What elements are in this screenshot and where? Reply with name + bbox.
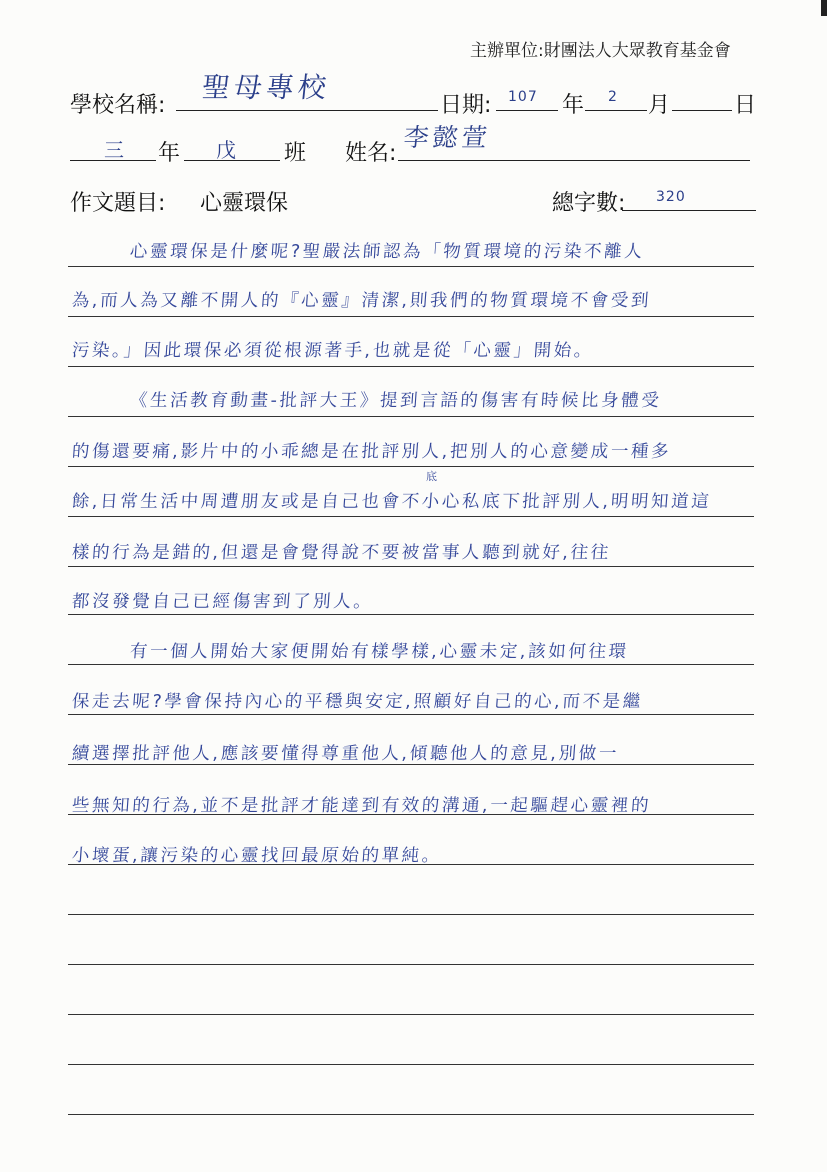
ruled-line	[68, 416, 754, 417]
month-label: 月	[648, 93, 671, 118]
day-label: 日	[734, 93, 757, 118]
essay-line: 續選擇批評他人,應該要懂得尊重他人,傾聽他人的意見,別做一	[71, 744, 620, 764]
ruled-line	[68, 714, 754, 715]
topic-label: 作文題目:	[70, 191, 166, 216]
essay-line: 的傷還要痛,影片中的小乖總是在批評別人,把別人的心意變成一種多	[71, 442, 672, 462]
essay-line: 心靈環保是什麼呢?聖嚴法師認為「物質環境的污染不離人	[129, 242, 645, 262]
ruled-line	[68, 664, 754, 665]
ruled-line	[68, 864, 754, 865]
ruled-line	[68, 1114, 754, 1115]
essay-line: 小壞蛋,讓污染的心靈找回最原始的單純。	[71, 846, 443, 866]
insertion-mark: 底	[426, 470, 437, 483]
essay-line: 污染。」因此環保必須從根源著手,也就是從「心靈」開始。	[71, 341, 595, 361]
ruled-line	[68, 614, 754, 615]
date-year: 107	[508, 89, 538, 105]
essay-line: 《生活教育動畫-批評大王》提到言語的傷害有時候比身體受	[129, 391, 663, 411]
ruled-line	[68, 316, 754, 317]
year-underline	[496, 110, 558, 111]
ruled-line	[68, 366, 754, 367]
class-label: 班	[284, 141, 307, 166]
ruled-line	[68, 466, 754, 467]
topic-value: 心靈環保	[200, 191, 289, 216]
grade-value: 三	[104, 138, 126, 162]
scan-edge-mark	[821, 0, 827, 16]
date-label: 日期:	[440, 93, 492, 118]
essay-line: 保走去呢?學會保持內心的平穩與安定,照顧好自己的心,而不是繼	[71, 692, 644, 712]
ruled-line	[68, 964, 754, 965]
essay-line: 樣的行為是錯的,但還是會覺得說不要被當事人聽到就好,往往	[71, 543, 612, 563]
ruled-line	[68, 266, 754, 267]
organizer-text: 主辦單位:財團法人大眾教育基金會	[470, 41, 731, 61]
school-label: 學校名稱:	[70, 93, 166, 118]
essay-line: 為,而人為又離不開人的『心靈』清潔,則我們的物質環境不會受到	[71, 291, 652, 311]
date-month: 2	[608, 89, 618, 105]
year-label: 年	[562, 93, 585, 118]
ruled-line	[68, 566, 754, 567]
ruled-line	[68, 1064, 754, 1065]
word-count-value: 320	[656, 189, 686, 205]
word-count-label: 總字數:	[552, 191, 626, 216]
ruled-line	[68, 814, 754, 815]
grade-label: 年	[158, 141, 181, 166]
essay-line: 餘,日常生活中周遭朋友或是自己也會不小心私底下批評別人,明明知道這	[71, 492, 713, 512]
school-underline	[176, 110, 438, 111]
name-label: 姓名:	[345, 141, 397, 166]
essay-line: 有一個人開始大家便開始有樣學樣,心靈未定,該如何往環	[129, 642, 630, 662]
ruled-line	[68, 1014, 754, 1015]
word-count-underline	[622, 210, 756, 211]
class-value: 戊	[216, 138, 238, 162]
ruled-line	[68, 914, 754, 915]
name-underline	[398, 160, 750, 161]
ruled-line	[68, 764, 754, 765]
essay-line: 些無知的行為,並不是批評才能達到有效的溝通,一起驅趕心靈裡的	[71, 796, 652, 816]
school-value: 聖母專校	[200, 71, 332, 104]
ruled-line	[68, 516, 754, 517]
day-underline	[672, 110, 732, 111]
essay-line: 都沒發覺自己已經傷害到了別人。	[71, 592, 375, 612]
name-value: 李懿萱	[402, 123, 493, 152]
month-underline	[585, 110, 647, 111]
